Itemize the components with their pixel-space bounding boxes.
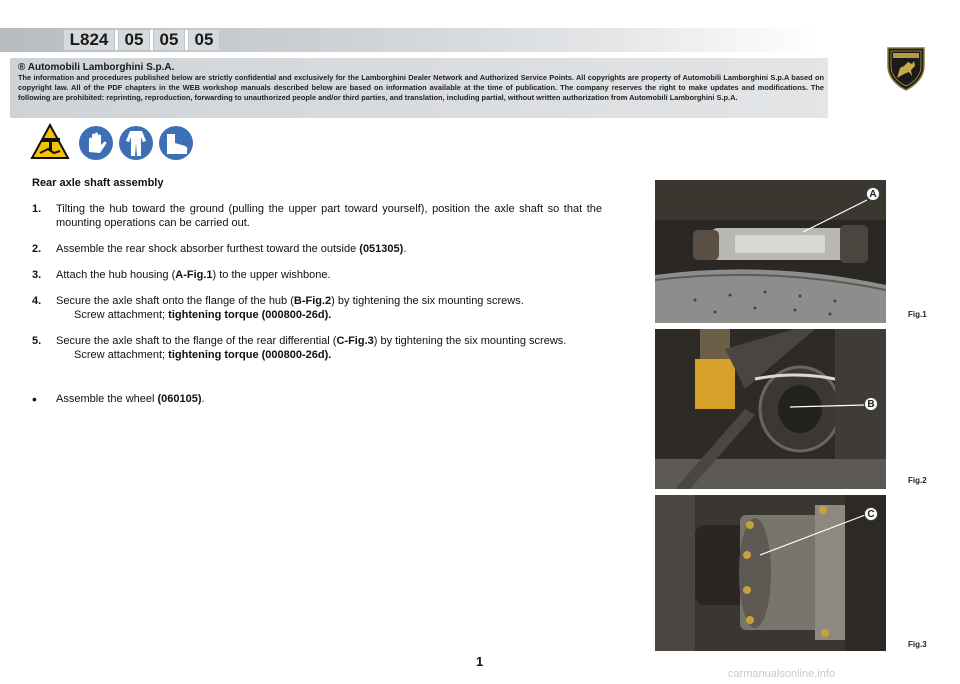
callout-c: C [864, 507, 878, 521]
torque-note-label: Screw attachment; [74, 349, 169, 361]
figure-1-photo [655, 180, 886, 323]
step-number: 4. [32, 295, 42, 307]
group-code: 05 [119, 30, 149, 50]
section-reference-link[interactable]: (060105) [157, 393, 202, 405]
torque-reference-link[interactable]: tightening torque (000800-26d). [168, 309, 332, 321]
section-reference-link[interactable]: (051305) [359, 243, 404, 255]
code-separator [150, 30, 153, 50]
crush-warning-icon [30, 123, 70, 161]
bullet-text-part: . [201, 393, 205, 405]
procedure-step [32, 242, 602, 256]
torque-note [56, 309, 331, 321]
figure-3-label: Fig.3 [908, 640, 927, 649]
step-number: 1. [32, 203, 42, 215]
step-text-part: Secure the axle shaft to the flange of the rear differential ( [56, 335, 337, 347]
procedure-step [32, 294, 602, 322]
torque-reference-link[interactable]: tightening torque (000800-26d). [168, 349, 332, 361]
figure-3-photo [655, 495, 886, 651]
lamborghini-shield-logo [884, 44, 928, 92]
code-separator [185, 30, 188, 50]
code-separator [115, 30, 118, 50]
figure-2-photo [655, 329, 886, 489]
figure-reference: B-Fig.2 [293, 295, 332, 307]
page-number: 1 [476, 654, 484, 669]
section-code: 05 [189, 30, 219, 50]
callout-a: A [866, 187, 880, 201]
model-code: L824 [64, 30, 114, 50]
step-text [56, 334, 602, 362]
figure-reference: C-Fig.3 [336, 335, 374, 347]
torque-note-label: Screw attachment; [74, 309, 169, 321]
bullet-text-part: Assemble the wheel [56, 393, 158, 405]
safety-shoes-icon [158, 125, 194, 161]
procedure-bullet [32, 392, 602, 406]
procedure-step [32, 268, 602, 282]
torque-note [56, 349, 331, 361]
overalls-icon [118, 125, 154, 161]
step-text-part: ) to the upper wishbone. [212, 269, 331, 281]
watermark: carmanualsonline.info [728, 668, 836, 680]
gloves-icon [78, 125, 114, 161]
step-text [56, 268, 602, 282]
step-text-part: ) by tightening the six mounting screws. [373, 335, 567, 347]
bullet-dot: • [32, 391, 37, 407]
step-text-part: Assemble the rear shock absorber furthest toward the outside [56, 243, 360, 255]
bullet-text [56, 392, 602, 406]
procedure-step [32, 334, 602, 362]
procedure-title: Rear axle shaft assembly [32, 177, 164, 189]
procedure-content [32, 176, 602, 406]
step-text [56, 242, 602, 256]
step-number: 3. [32, 269, 42, 281]
procedure-step [32, 202, 602, 230]
subgroup-code: 05 [154, 30, 184, 50]
step-text-part: Secure the axle shaft onto the flange of the hub ( [56, 295, 294, 307]
legal-title: ® Automobili Lamborghini S.p.A. [18, 62, 175, 73]
figure-reference: A-Fig.1 [175, 269, 213, 281]
legal-text: The information and procedures published below are strictly confidential and exclusively for the Lamborghini Dealer Network and Authorized Service Points. All copyrights are property of Automobili Lamborghini S.p.A based on copyright law. All of the PDF chapters in the WEB workshop manuals described below are based on information available at the time of publication. The company reserves the right to make updates and modifications. The following are prohibited: reprinting, reproduction, forwarding to unauthorized people and/or third parties, and translation, including partial, without written authorization from Automobili Lamborghini S.p.A. [18, 73, 824, 102]
step-number: 5. [32, 335, 42, 347]
step-text-part: ) by tightening the six mounting screws. [331, 295, 524, 307]
step-text [56, 294, 602, 322]
figure-2-label: Fig.2 [908, 476, 927, 485]
step-text: Tilting the hub toward the ground (pulling the upper part toward yourself), position the axle shaft so that the mounting operations can be carried out. [56, 203, 602, 229]
step-number: 2. [32, 243, 42, 255]
callout-b: B [864, 397, 878, 411]
step-text-part: Attach the hub housing ( [56, 269, 176, 281]
figure-1-label: Fig.1 [908, 310, 927, 319]
step-text-part: . [403, 243, 407, 255]
